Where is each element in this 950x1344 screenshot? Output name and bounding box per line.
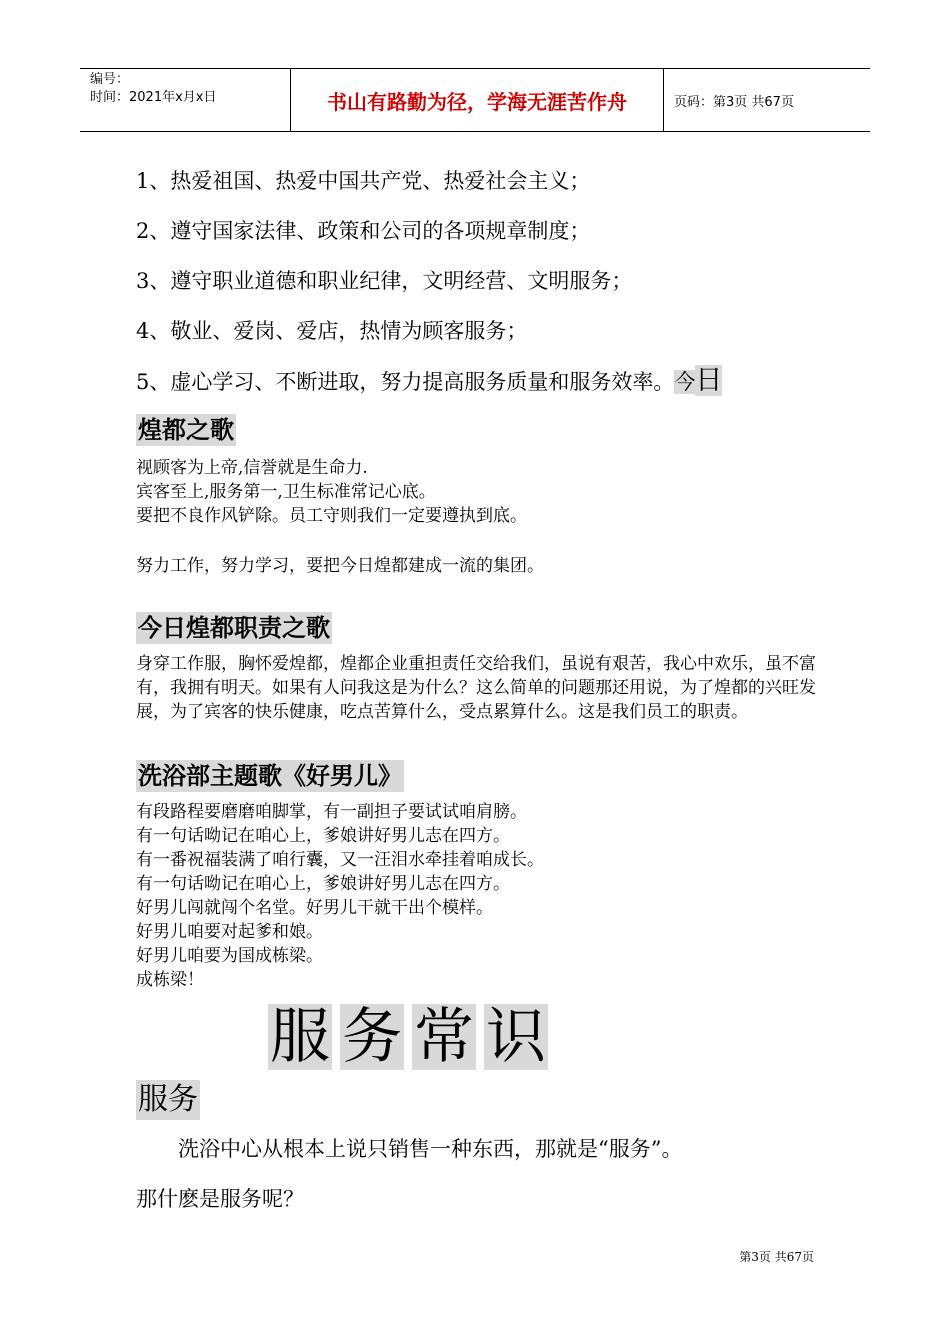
big-heading-char: 常	[414, 1002, 474, 1072]
header-page-number: 页码：第3页 共67页	[674, 94, 794, 110]
header-number: 编号：	[90, 72, 130, 87]
page-footer: 第3页 共67页	[739, 1250, 814, 1264]
song3-title: 洗浴部主题歌《好男儿》	[138, 762, 402, 790]
rule-tail-large: 日	[695, 365, 723, 396]
lyric-line: 成栋梁！	[136, 970, 204, 990]
big-heading-char: 服	[270, 1002, 330, 1072]
lyric-line: 好男儿闯就闯个名堂。好男儿干就干出个模样。	[136, 898, 493, 918]
lyric-line: 视顾客为上帝,信誉就是生命力.	[136, 458, 368, 478]
big-heading-char: 识	[486, 1002, 546, 1072]
lyric-line: 有段路程要磨磨咱脚掌，有一副担子要试试咱肩膀。	[136, 802, 527, 822]
song2-title: 今日煌都职责之歌	[138, 614, 330, 642]
service-body	[136, 1124, 826, 1224]
service-line: 那什麽是服务呢？	[136, 1187, 304, 1211]
big-heading	[268, 1004, 548, 1070]
lyric-line: 要把不良作风铲除。员工守则我们一定要遵执到底。	[136, 506, 527, 526]
song1-closing	[136, 554, 826, 578]
rule-item: 2、遵守国家法律、政策和公司的各项规章制度；	[136, 219, 591, 243]
header-meta	[80, 69, 291, 131]
rule-item: 4、敬业、爱岗、爱店，热情为顾客服务；	[136, 319, 528, 343]
service-title: 服务	[136, 1080, 200, 1120]
service-line: 洗浴中心从根本上说只销售一种东西，那就是“服务”。	[136, 1137, 683, 1161]
rule-item	[136, 356, 826, 407]
rule-tail-small: 今	[674, 370, 696, 394]
rule-item: 1、热爱祖国、热爱中国共产党、热爱社会主义；	[136, 169, 591, 193]
header-slogan: 书山有路勤为径，学海无涯苦作舟	[291, 69, 664, 131]
lyric-line: 有一句话呦记在咱心上，爹娘讲好男儿志在四方。	[136, 826, 510, 846]
lyric-line: 好男儿咱要对起爹和娘。	[136, 922, 323, 942]
song1-title: 煌都之歌	[138, 416, 234, 444]
page-header	[80, 68, 870, 132]
lyric-line: 有一番祝福装满了咱行囊，又一汪泪水牵挂着咱成长。	[136, 850, 544, 870]
song1-lyrics	[136, 456, 826, 528]
lyric-line: 宾客至上,服务第一,卫生标准常记心底。	[136, 482, 436, 502]
rules-list	[136, 156, 826, 407]
lyric-line: 有一句话呦记在咱心上，爹娘讲好男儿志在四方。	[136, 874, 510, 894]
song2-body	[136, 652, 816, 724]
big-heading-char: 务	[342, 1002, 402, 1072]
song3-lyrics	[136, 800, 826, 992]
lyric-line: 努力工作，努力学习，要把今日煌都建成一流的集团。	[136, 556, 544, 576]
rule-item-text: 5、虚心学习、不断进取，努力提高服务质量和服务效率。	[136, 370, 675, 394]
song2-text: 身穿工作服，胸怀爱煌都，煌都企业重担责任交给我们，虽说有艰苦，我心中欢乐，虽不富有，我拥有明天。如果有人问我这是为什么？这么简单的问题那还用说，为了煌都的兴旺发展，为了宾客的快乐健康，吃点苦算什么，受点累算什么。这是我们员工的职责。	[136, 654, 816, 722]
rule-item: 3、遵守职业道德和职业纪律，文明经营、文明服务；	[136, 269, 633, 293]
lyric-line: 好男儿咱要为国成栋梁。	[136, 946, 323, 966]
header-date: 时间：2021年x月x日	[90, 90, 217, 105]
